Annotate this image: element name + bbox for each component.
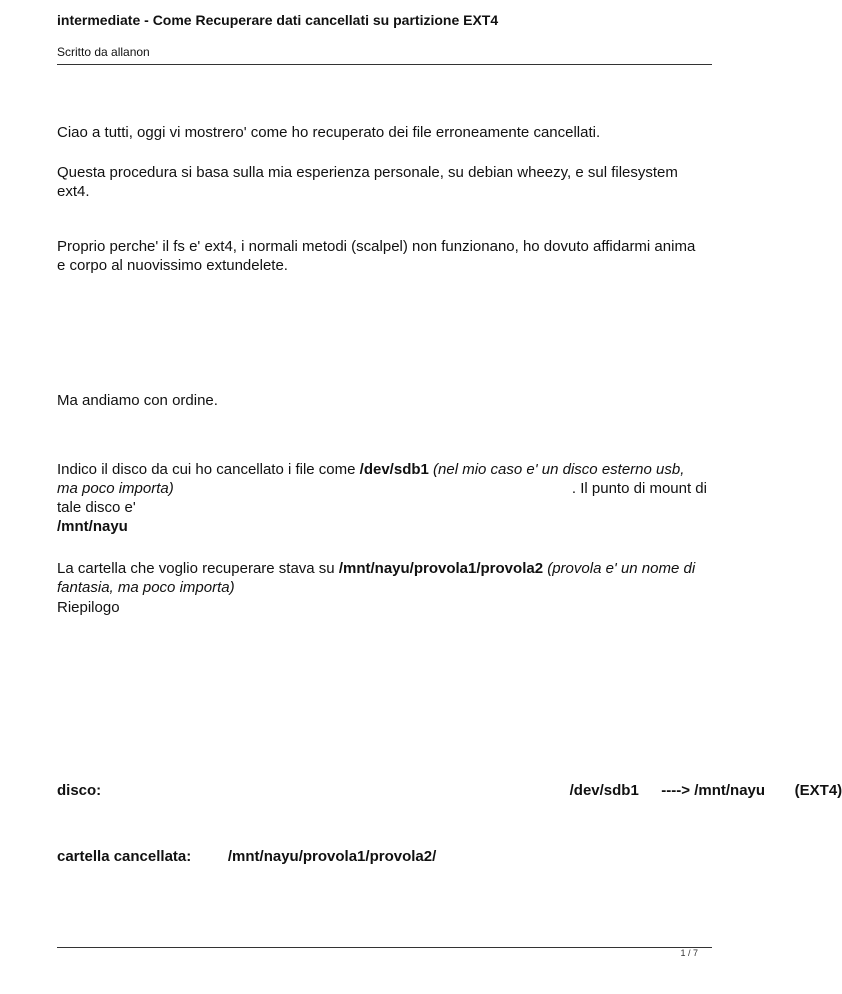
paragraph-folder-info (57, 559, 707, 597)
page-number: 1 / 7 (680, 948, 698, 958)
disk-device-path: /dev/sdb1 (359, 461, 429, 478)
document-title: intermediate - Come Recuperare dati cancellati su partizione EXT4 (57, 12, 499, 28)
folder-info-text: La cartella che voglio recuperare stava su (57, 560, 339, 577)
mount-point-intro: . Il punto di mount di (571, 480, 707, 497)
disk-info-text: Indico il disco da cui ho cancellato i file come (57, 461, 360, 478)
paragraph-disk-info (57, 460, 707, 536)
paragraph-order: Ma andiamo con ordine. (57, 392, 218, 409)
mount-point-text: tale disco e' (57, 499, 136, 516)
paragraph-method: Proprio perche' il fs e' ext4, i normali metodi (scalpel) non funzionano, ho dovuto affidarmi anima e corpo al nuovissimo extundelete. (57, 238, 696, 274)
folder-note: (provola e' un nome di fantasia, ma poco importa) (57, 560, 696, 596)
paragraph-summary-heading: Riepilogo (57, 599, 120, 616)
paragraph-intro: Ciao a tutti, oggi vi mostrero' come ho recuperato dei file erroneamente cancellati. (57, 124, 601, 141)
document-author: Scritto da allanon (57, 45, 150, 59)
summary-folder-line: cartella cancellata: /mnt/nayu/provola1/provola2/ (57, 848, 437, 865)
mount-point-path: /mnt/nayu (57, 518, 128, 535)
summary-disk-line: disco: /dev/sdb1 ----> /mnt/nayu (EXT4) (57, 782, 842, 799)
footer-divider (57, 947, 712, 948)
disk-device-note: (nel mio caso e' un disco esterno usb, ma poco importa) (57, 461, 685, 497)
paragraph-procedure: Questa procedura si basa sulla mia esperienza personale, su debian wheezy, e sul filesystem ext4. (57, 164, 678, 200)
header-divider (57, 64, 712, 65)
folder-path: /mnt/nayu/provola1/provola2 (338, 560, 544, 577)
